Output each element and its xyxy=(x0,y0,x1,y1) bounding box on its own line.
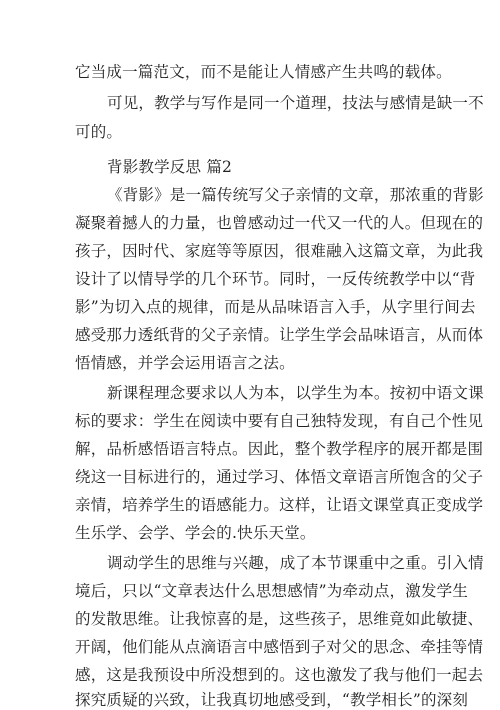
text-line-5: 《背影》是一篇传统写父子亲情的文章，那浓重的背影 xyxy=(107,186,484,204)
text-line-15: 绕这一目标进行的，通过学习、体悟文章语言所饱含的父子 xyxy=(75,468,484,486)
text-line-3: 可的。 xyxy=(75,123,123,141)
text-line-22: 感，这是我预设中所没想到的。这也激发了我与他们一起去 xyxy=(75,666,484,684)
text-line-11: 悟情感，并学会运用语言之法。 xyxy=(75,354,295,372)
text-line-17: 生乐学、会学、学会的.快乐天堂。 xyxy=(75,524,316,542)
text-line-21: 开阔，他们能从点滴语言中感悟到子对父的思念、牵挂等情 xyxy=(75,638,484,656)
text-line-8: 设计了以情导学的几个环节。同时，一反传统教学中以“背 xyxy=(75,270,476,288)
text-line-20: 的发散思维。让我惊喜的是，这些孩子，思维竟如此敏捷、 xyxy=(75,610,484,628)
text-line-13: 标的要求：学生在阅读中要有自己独特发现，有自己个性见 xyxy=(75,412,484,430)
text-line-1: 它当成一篇范文，而不是能让人情感产生共鸣的载体。 xyxy=(75,63,452,81)
text-line-6: 凝聚着撼人的力量，也曾感动过一代又一代的人。但现在的 xyxy=(75,214,484,232)
text-line-19: 境后，只以“文章表达什么思想感情”为牵动点，激发学生 xyxy=(75,582,469,600)
text-line-23: 探究质疑的兴致，让我真切地感受到，“教学相长”的深刻 xyxy=(75,691,469,709)
text-line-18: 调动学生的思维与兴趣，成了本节课重中之重。引入情 xyxy=(107,554,484,572)
text-line-7: 孩子，因时代、家庭等等原因，很难融入这篇文章，为此我 xyxy=(75,242,484,260)
text-line-16: 亲情，培养学生的语感能力。这样，让语文课堂真正变成学 xyxy=(75,496,484,514)
text-line-14: 解，品析感悟语言特点。因此，整个教学程序的展开都是围 xyxy=(75,440,484,458)
text-line-12: 新课程理念要求以人为本，以学生为本。按初中语文课 xyxy=(107,384,484,402)
text-line-10: 感受那力透纸背的父子亲情。让学生学会品味语言，从而体 xyxy=(75,326,484,344)
section-heading: 背影教学反思 篇2 xyxy=(107,158,233,176)
text-line-9: 影”为切入点的规律，而是从品味语言入手，从字里行间去 xyxy=(75,298,476,316)
text-line-2: 可见，教学与写作是同一个道理，技法与感情是缺一不 xyxy=(107,94,484,112)
